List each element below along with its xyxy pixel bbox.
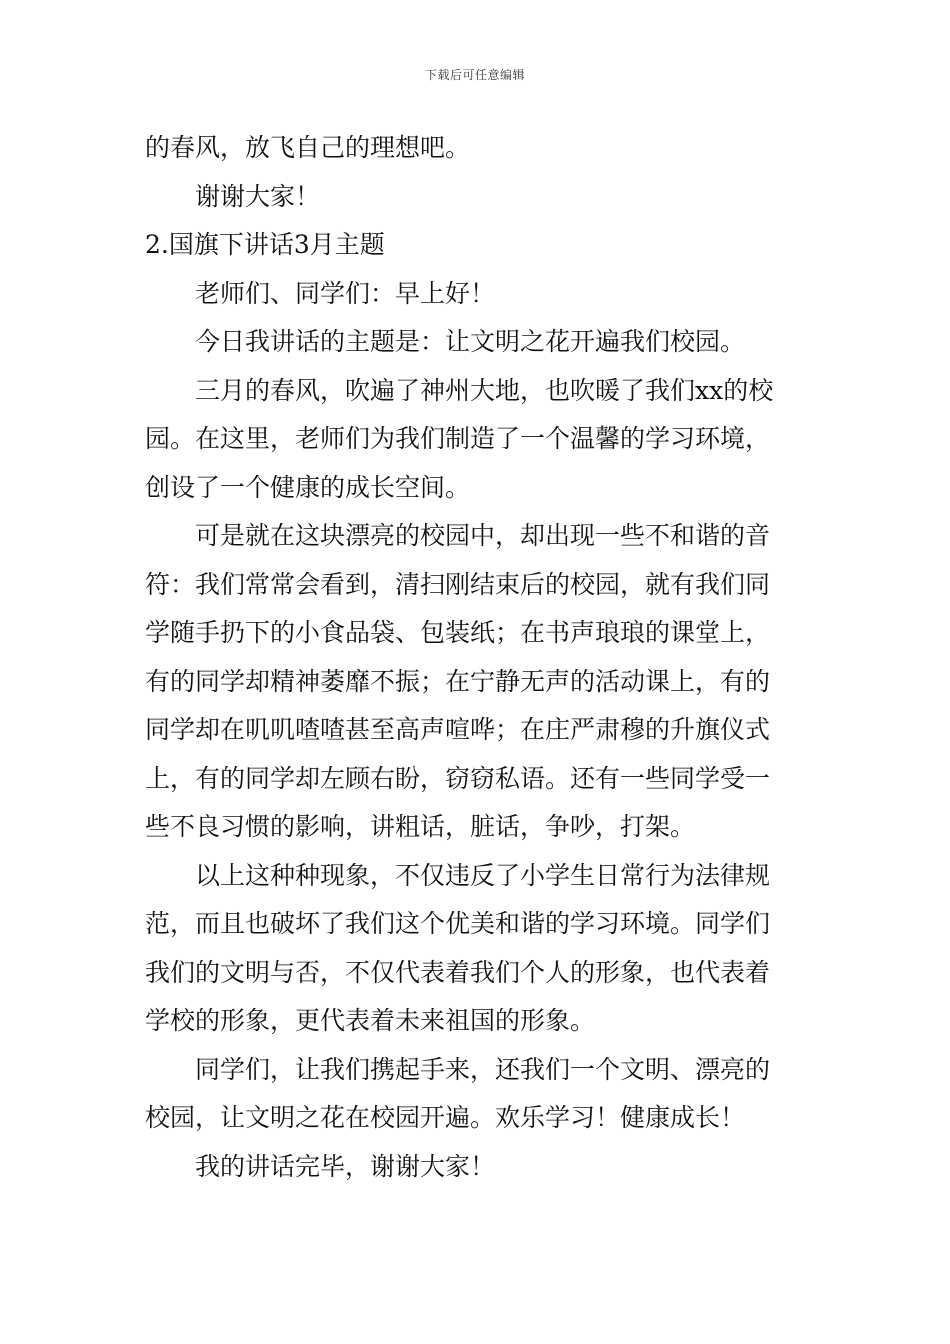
document-body (145, 124, 807, 1191)
page-header-note: 下载后可任意编辑 (424, 68, 525, 82)
text-line: 我们的文明与否，不仅代表着我们个人的形象，也代表着 (145, 957, 771, 987)
text-line: 同学们，让我们携起手来，还我们一个文明、漂亮的 (195, 1054, 771, 1084)
text-line: 我的讲话完毕，谢谢大家！ (195, 1151, 496, 1181)
text-line: 以上这种种现象，不仅违反了小学生日常行为法律规 (195, 860, 771, 890)
text-line: 范，而且也破坏了我们这个优美和谐的学习环境。同学们 (145, 909, 771, 938)
text-line: 创设了一个健康的成长空间。 (145, 472, 471, 502)
section-heading: 2.国旗下讲话3月主题 (145, 230, 385, 259)
text-line: 园。在这里，老师们为我们制造了一个温馨的学习环境， (145, 424, 771, 453)
text-line: 谢谢大家！ (195, 181, 321, 211)
text-line: 学校的形象，更代表着未来祖国的形象。 (145, 1006, 596, 1035)
text-line: 可是就在这块漂亮的校园中，却出现一些不和谐的音 (195, 521, 771, 550)
text-line: 三月的春风，吹遍了神州大地，也吹暖了我们xx的校 (195, 375, 774, 405)
text-line: 有的同学却精神萎靡不振；在宁静无声的活动课上，有的 (145, 666, 771, 696)
text-line: 同学却在叽叽喳喳甚至高声喧哗；在庄严肃穆的升旗仪式 (145, 715, 771, 744)
text-line: 符：我们常常会看到，清扫刚结束后的校园，就有我们同 (145, 569, 771, 599)
text-line: 学随手扔下的小食品袋、包装纸；在书声琅琅的课堂上， (145, 618, 771, 647)
text-line: 今日我讲话的主题是：让文明之花开遍我们校园。 (195, 327, 746, 356)
text-line: 些不良习惯的影响，讲粗话，脏话，争吵，打架。 (145, 812, 696, 841)
text-line: 老师们、同学们：早上好！ (195, 278, 496, 308)
text-line: 校园，让文明之花在校园开遍。欢乐学习！健康成长！ (145, 1103, 746, 1132)
text-line: 上，有的同学却左顾右盼，窃窃私语。还有一些同学受一 (145, 763, 771, 793)
text-line: 的春风，放飞自己的理想吧。 (145, 133, 471, 162)
